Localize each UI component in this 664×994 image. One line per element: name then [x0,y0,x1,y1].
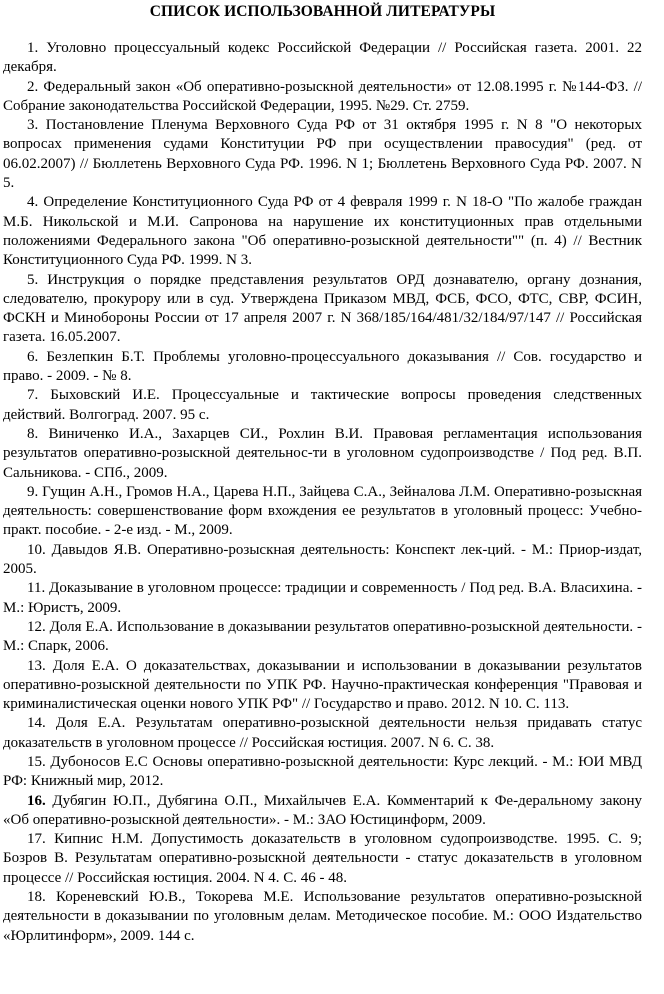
reference-item [3,541,642,580]
reference-item [3,193,642,270]
reference-item [3,830,642,888]
reference-text: Кипнис Н.М. Допустимость доказательств в уголовном судопроизводстве. 1995. С. 9; Бозров В. Результатам оперативно-розыскной деятельности - статус доказательств в уголовном процессе // Российская юстиция. 2004. N 4. С. 46 - 48. [3,831,642,886]
reference-item [3,657,642,715]
reference-item [3,888,642,946]
reference-list [3,39,642,946]
reference-text: Доля Е.А. Использование в доказывании результатов оперативно-розыскной деятельности. - М.: Спарк, 2006. [3,618,643,655]
reference-text: Гущин А.Н., Громов Н.А., Царева Н.П., Зайцева С.А., Зейналова Л.М. Оперативно-розыскная деятельность: совершенствование форм вхождения ее результатов в уголовный процесс: Учебно-практ. пособие. - 2-е изд. - М., 2009. [3,483,642,539]
reference-number: 12. [27,618,46,635]
reference-item [3,792,642,831]
reference-item [3,618,642,657]
reference-number: 17. [27,831,46,848]
reference-text: Доля Е.А. Результатам оперативно-розыскной деятельности нельзя придавать статус доказательств в уголовном процессе // Российская юстиция. 2007. N 6. С. 38. [3,715,642,751]
reference-item [3,271,642,348]
reference-item [3,483,642,541]
reference-number: 4. [27,194,39,211]
reference-text: Дубягин Ю.П., Дубягина О.П., Михайлычев Е.А. Комментарий к Фе-деральному закону «Об оперативно-розыскной деятельности». - М.: ЗАО Юстицинформ, 2009. [3,792,642,828]
reference-number: 3. [27,117,39,134]
reference-number: 6. [27,348,39,365]
reference-text: Уголовно процессуальный кодекс Российской Федерации // Российская газета. 2001. 22 декабря. [3,40,642,76]
reference-number: 1. [27,40,39,56]
reference-text: Безлепкин Б.Т. Проблемы уголовно-процессуального доказывания // Сов. государство и право. - 2009. - № 8. [3,348,642,385]
reference-item [3,39,642,78]
reference-number: 11. [27,580,46,597]
reference-item [3,348,642,387]
reference-text: Инструкция о порядке представления результатов ОРД дознавателю, органу дознания, следователю, прокурору или в суд. Утверждена Приказом МВД, ФСБ, ФСО, ФТС, СВР, ФСИН, ФСКН и Минобороны России от 17 апреля 2007 г. N 368/185/164/481/32/184/97/147 // Российская газета. 16.05.2007. [3,271,643,346]
reference-number: 15. [27,753,46,770]
reference-number: 7. [27,387,39,404]
reference-number: 10. [27,541,46,558]
reference-item [3,753,642,792]
reference-number: 5. [27,271,39,288]
reference-text: Виниченко И.А., Захарцев СИ., Рохлин В.И. Правовая регламентация использования результатов оперативно-розыскной деятельнос-ти в уголовном судопроизводстве / Под ред. В.П. Сальникова. - СПб., 2009. [3,425,642,481]
reference-number: 2. [27,78,39,95]
reference-text: Доля Е.А. О доказательствах, доказывании и использовании в доказывании результатов оперативно-розыскной деятельности по УПК РФ. Научно-практическая конференция "Правовая и криминалистическая оценки нового УПК РФ" // Государство и право. 2012. N 10. С. 113. [3,657,643,713]
reference-number: 18. [27,889,46,906]
reference-text: Дубоносов Е.С Основы оперативно-розыскной деятельности: Курс лекций. - М.: ЮИ МВД РФ: Книжный мир, 2012. [3,753,642,790]
reference-number: 16. [27,792,46,809]
reference-number: 13. [27,657,46,674]
reference-number: 14. [27,715,46,732]
page-title: СПИСОК ИСПОЛЬЗОВАННОЙ ЛИТЕРАТУРЫ [149,3,496,20]
reference-text: Давыдов Я.В. Оперативно-розыскная деятельность: Конспект лек-ций. - М.: Приор-издат, 2005. [3,541,643,578]
reference-item [3,78,642,117]
reference-text: Быховский И.Е. Процессуальные и тактические вопросы проведения следственных действий. Волгоград. 2007. 95 с. [3,387,642,423]
reference-item [3,116,642,193]
reference-text: Федеральный закон «Об оперативно-розыскной деятельности» от 12.08.1995 г. №144-ФЗ. // Собрание законодательства Российской Федерации, 1995. №29. Ст. 2759. [3,78,642,114]
reference-number: 8. [27,425,39,442]
reference-text: Постановление Пленума Верховного Суда РФ от 31 октября 1995 г. N 8 "О некоторых вопросах применения судами Конституции РФ при осуществлении правосудия" (ред. от 06.02.2007) // Бюллетень Верховного Суда РФ. 1996. N 1; Бюллетень Верховного Суда РФ. 2007. N 5. [3,117,642,192]
reference-text: Определение Конституционного Суда РФ от 4 февраля 1999 г. N 18-О "По жалобе граждан М.Б. Никольской и М.И. Сапронова на нарушение их конституционных прав отдельными положениями Федерального закона "Об оперативно-розыскной деятельности"" (п. 4) // Вестник Конституционного Суда РФ. 1999. N 3. [3,194,643,269]
reference-number: 9. [27,483,39,500]
reference-item [3,579,642,618]
reference-item [3,714,642,753]
reference-item [3,386,642,425]
reference-item [3,425,642,483]
reference-text: Доказывание в уголовном процессе: традиции и современность / Под ред. В.А. Власихина. - М.: Юристъ, 2009. [3,580,643,616]
reference-text: Кореневский Ю.В., Токорева М.Е. Использование результатов оперативно-розыскной деятельности в доказывании по уголовным делам. Методическое пособие. М.: ООО Издательство «Юрлитинформ», 2009. 144 с. [3,889,642,944]
